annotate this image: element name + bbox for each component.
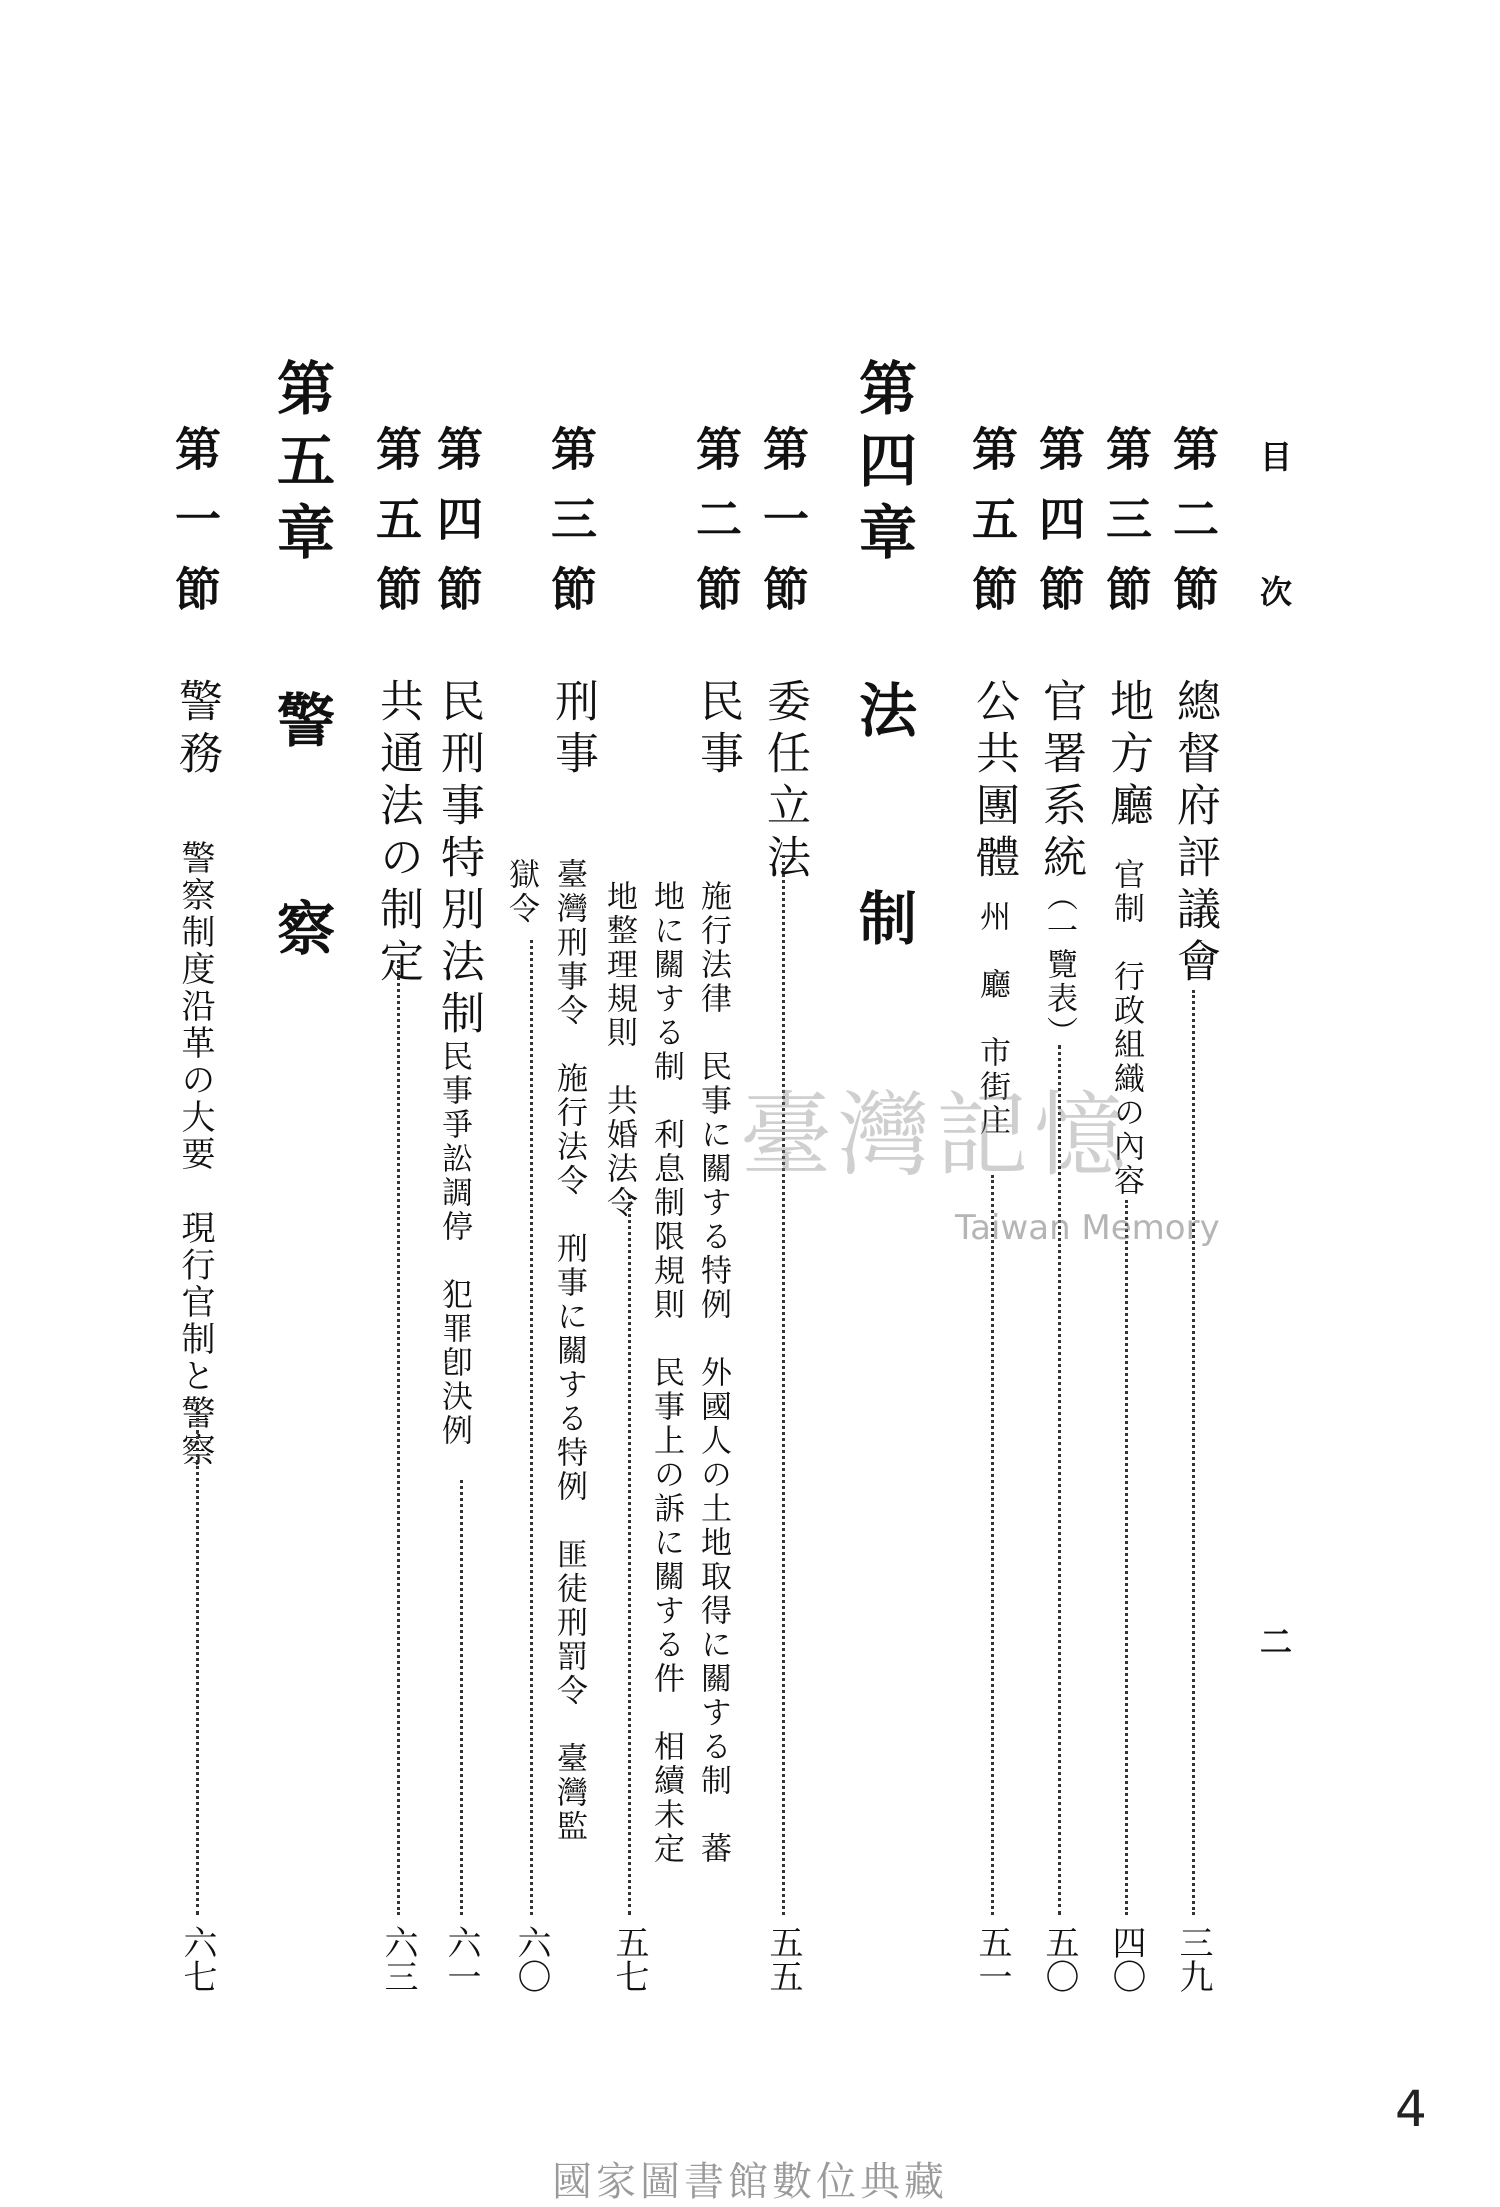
page-number: 五〇 <box>1039 1925 1079 1993</box>
page-number: 五七 <box>609 1925 649 1993</box>
c4-s2-label: 第二節 <box>689 425 743 635</box>
c4-s3-sub2: 獄令 <box>503 858 539 926</box>
leader-dots <box>196 1405 199 1915</box>
c4-s2-sub1: 施行法律 民事に關する特例 外國人の土地取得に關する制 蕃 <box>695 880 731 1866</box>
c4-s5-label: 第五節 <box>369 425 423 635</box>
sec-title-r3: 地方廳 <box>1102 678 1153 834</box>
c4-s3-label: 第三節 <box>544 425 598 635</box>
watermark-main-text: 臺灣記憶 <box>740 1082 1133 1189</box>
chapter4-label: 第四章 <box>849 358 917 574</box>
sec-sub-r5: 州 廳 市街庄 <box>974 900 1010 1138</box>
leader-dots <box>460 1480 463 1915</box>
page-number: 六三 <box>378 1925 418 1993</box>
chapter4-title: 法制 <box>849 680 917 1096</box>
leader-dots <box>628 1195 631 1915</box>
sec-label-r2: 第二節 <box>1166 425 1220 635</box>
c4-s2-sub3: 地整理規則 共婚法令 <box>601 880 637 1220</box>
chapter5-label: 第五章 <box>267 358 335 574</box>
header-left: 目 <box>1255 440 1293 472</box>
leader-dots <box>530 940 533 1915</box>
c4-s4-sub: 民事爭訟調停 犯罪卽決例 <box>436 1040 472 1448</box>
page-number: 五一 <box>972 1925 1012 1993</box>
c5-s1-sub: 警察制度沿革の大要 現行官制と警察 <box>175 840 215 1469</box>
page-number: 四〇 <box>1106 1925 1146 1993</box>
leader-dots <box>1125 1200 1128 1915</box>
watermark-logo <box>740 1082 1220 1260</box>
c4-s5-title: 共通法の制定 <box>372 678 423 990</box>
sec-sub-r4: （一覽表） <box>1041 880 1077 1050</box>
c5-s1-title: 警務 <box>171 678 222 782</box>
header-right: 次 <box>1255 575 1293 607</box>
page-number: 六〇 <box>511 1925 551 1993</box>
header-page-number: 二 <box>1255 1625 1293 1657</box>
page-number: 六一 <box>441 1925 481 1993</box>
sec-label-r3: 第三節 <box>1099 425 1153 635</box>
chapter5-title: 警察 <box>267 690 335 1106</box>
c4-s4-title: 民刑事特別法制 <box>433 678 484 1042</box>
c4-s4-label: 第四節 <box>430 425 484 635</box>
c4-s3-title: 刑事 <box>547 678 598 782</box>
footer-text: 國家圖書館數位典藏 <box>552 2159 948 2205</box>
c4-s3-sub1: 臺灣刑事令 施行法令 刑事に關する特例 匪徒刑罰令 臺灣監 <box>551 858 587 1844</box>
c4-s2-sub2: 地に關する制 利息制限規則 民事上の訴に關する件 相續未定 <box>648 880 684 1866</box>
sec-label-r5: 第五節 <box>965 425 1019 635</box>
leader-dots <box>991 1175 994 1915</box>
corner-mark: 4 <box>1395 2080 1427 2138</box>
c4-s1-label: 第一節 <box>756 425 810 635</box>
sec-title-r4: 官署系統 <box>1035 678 1086 886</box>
watermark-sub-text: Taiwan Memory <box>955 1208 1220 1248</box>
sec-title-r2: 總督府評議會 <box>1169 678 1220 990</box>
page-number: 五五 <box>763 1925 803 1993</box>
sec-label-r4: 第四節 <box>1032 425 1086 635</box>
leader-dots <box>782 855 785 1915</box>
page-number: 六七 <box>177 1925 217 1993</box>
sec-title-r5: 公共團體 <box>968 678 1019 886</box>
c5-s1-label: 第一節 <box>168 425 222 635</box>
page-number: 三九 <box>1173 1925 1213 1993</box>
sec-sub-r3: 官制 行政組織の內容 <box>1108 858 1144 1198</box>
c4-s2-title: 民事 <box>692 678 743 782</box>
c4-s1-title: 委任立法 <box>759 678 810 886</box>
leader-dots <box>397 960 400 1915</box>
